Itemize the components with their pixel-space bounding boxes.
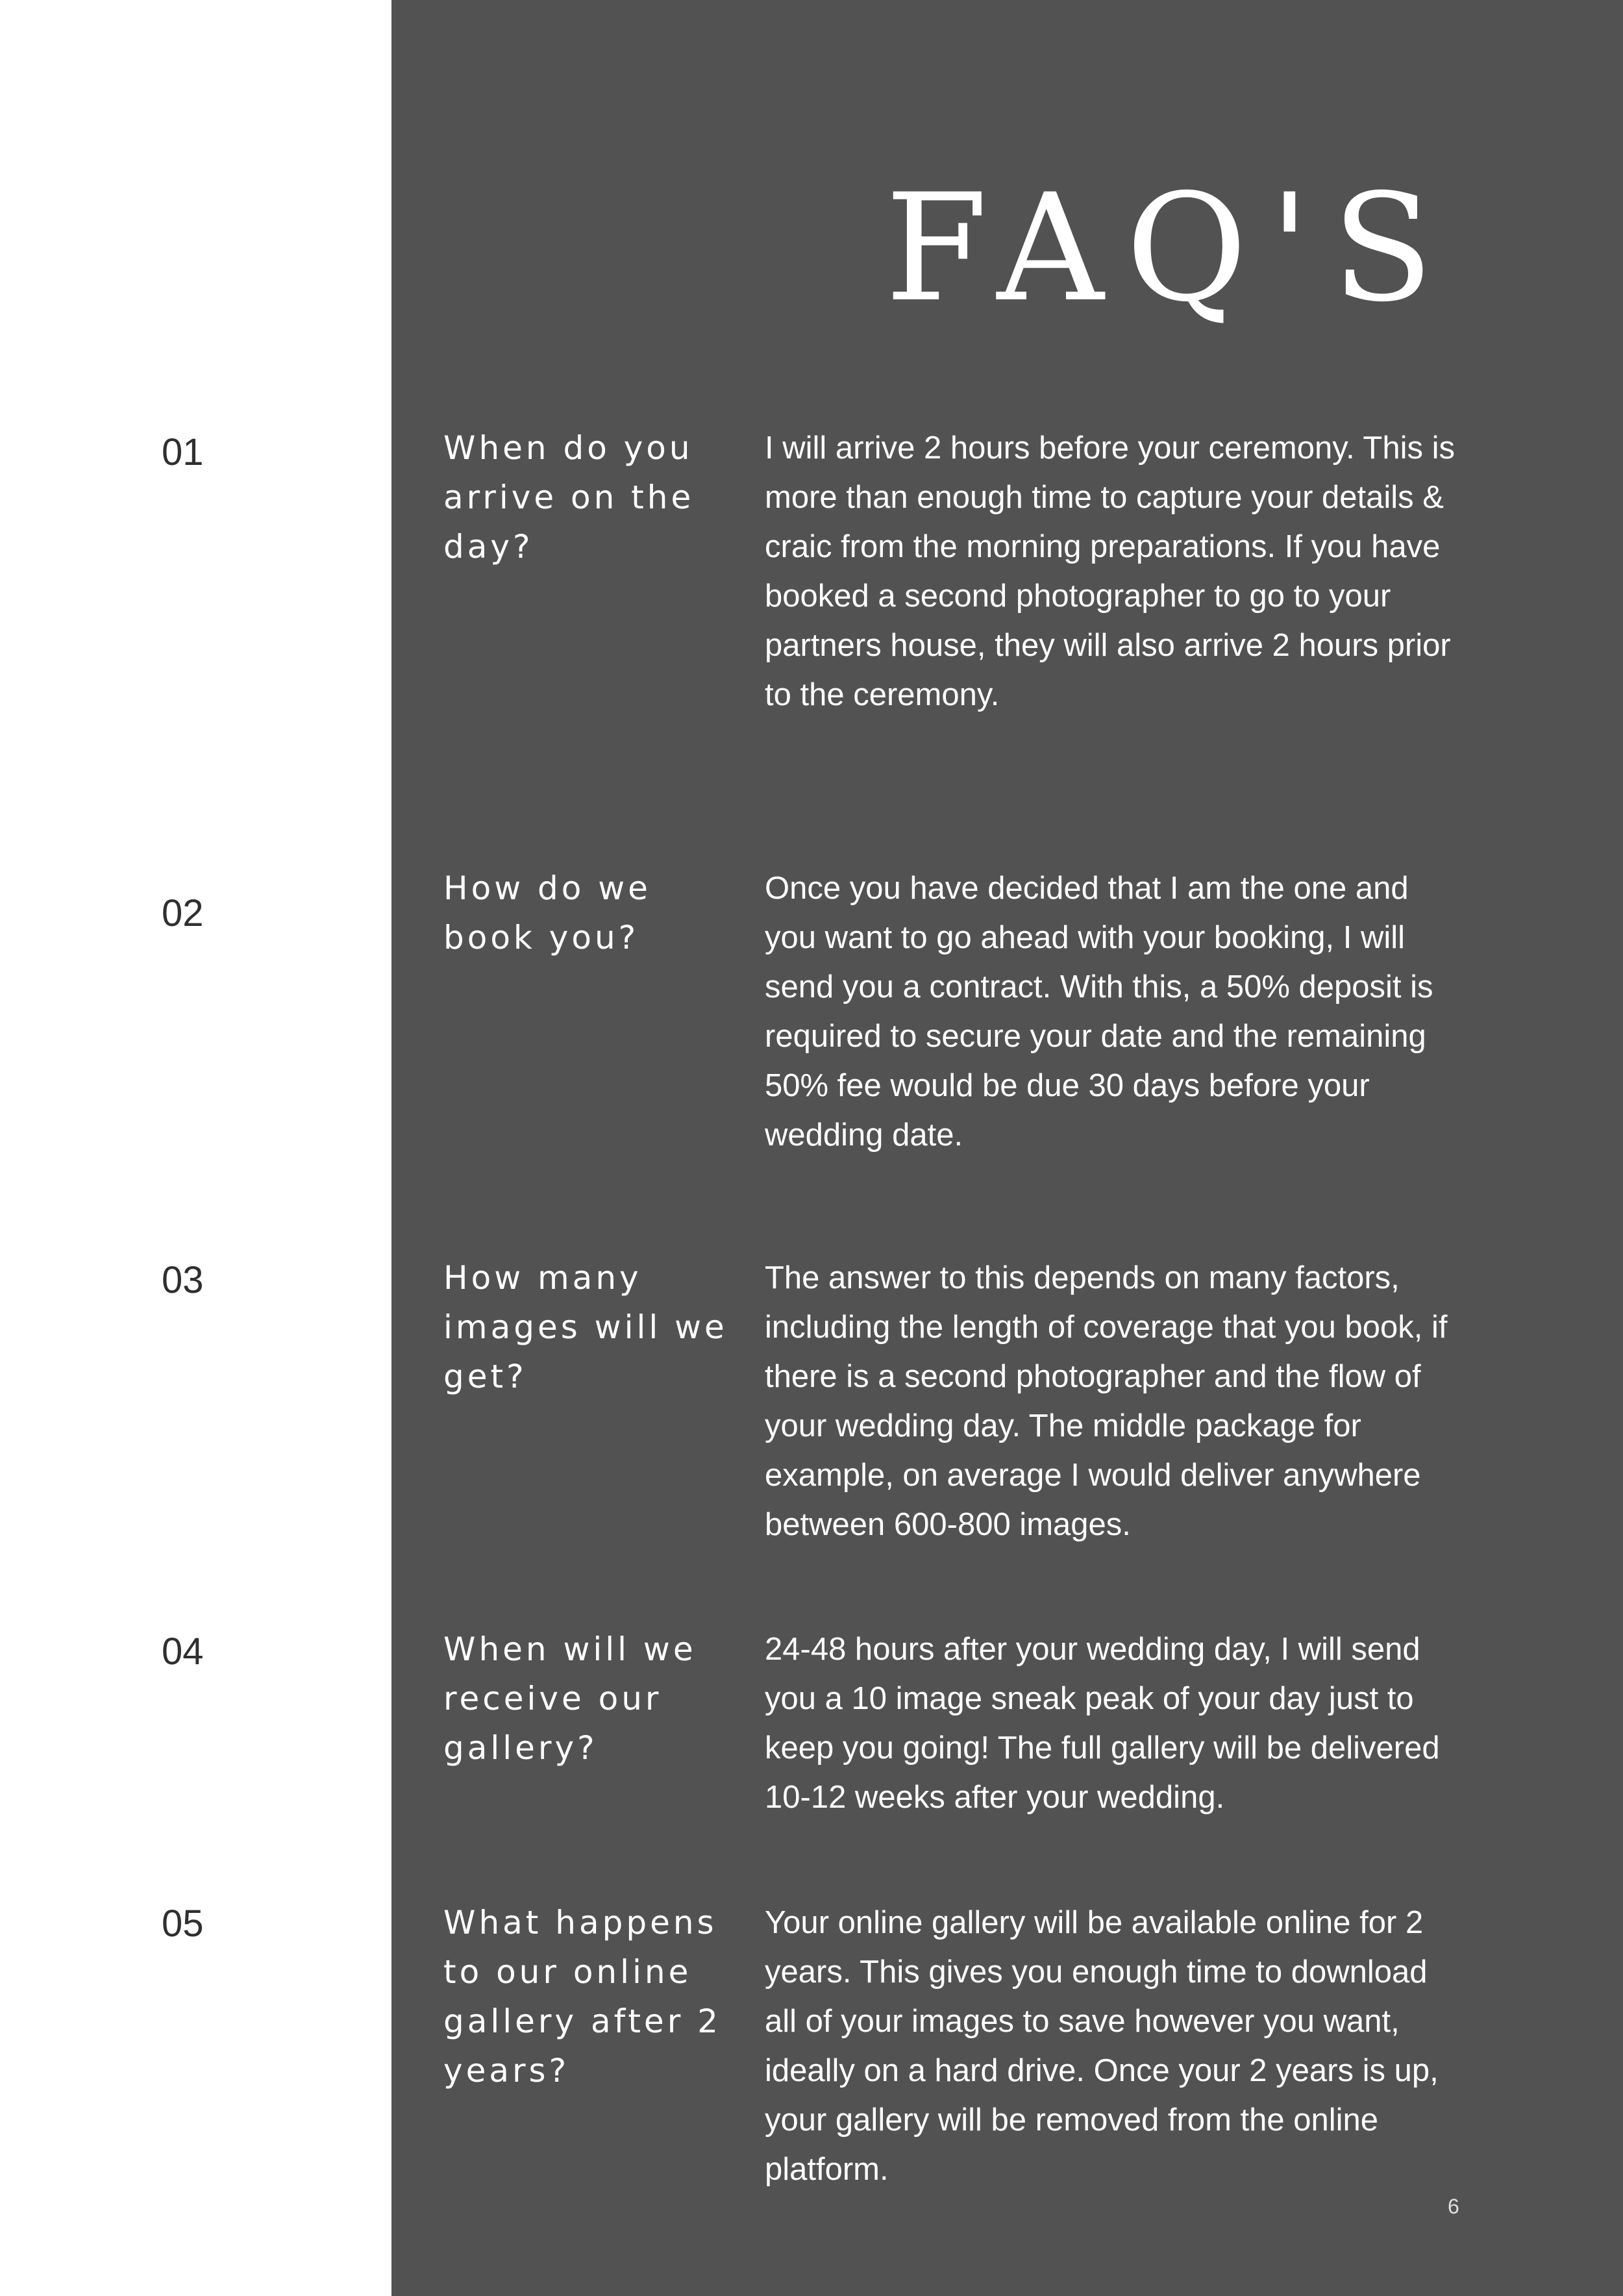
- faq-number-01: 01: [162, 431, 204, 473]
- faq-number-04: 04: [162, 1630, 204, 1673]
- faq-question-02: How do we book you?: [443, 869, 651, 956]
- faq-answer-01: I will arrive 2 hours before your ceremony. This is more than enough time to capture your details & craic from the morning preparations. If you have booked a second photographer to go to your partners house, they will also arrive 2 hours prior to the ceremony.: [765, 430, 1455, 712]
- faq-number-05: 05: [162, 1903, 204, 1945]
- faq-question-05: What happens to our online gallery after 2 years?: [443, 1904, 721, 2090]
- faq-answer-05: Your online gallery will be available online for 2 years. This gives you enough time to download all of your images to save however you want, ideally on a hard drive. Once your 2 years is up, your gallery will be removed from the online platform.: [765, 1905, 1439, 2187]
- faq-answer-03: The answer to this depends on many factors, including the length of coverage that you book, if there is a second photographer and the flow of your wedding day. The middle package for example, on average I would deliver anywhere between 600-800 images.: [765, 1260, 1448, 1542]
- faq-answer-04: 24-48 hours after your wedding day, I will send you a 10 image sneak peak of your day just to keep you going! The full gallery will be delivered 10-12 weeks after your wedding.: [765, 1632, 1440, 1815]
- faq-question-01: When do you arrive on the day?: [443, 429, 695, 566]
- page-number: 6: [1448, 2195, 1459, 2218]
- faq-answer-02: Once you have decided that I am the one and you want to go ahead with your booking, I will send you a contract. With this, a 50% deposit is required to secure your date and the remaining 50% fee would be due 30 days before your wedding date.: [765, 871, 1433, 1153]
- faq-number-02: 02: [162, 892, 204, 934]
- faq-number-03: 03: [162, 1259, 204, 1301]
- faq-question-04: When will we receive our gallery?: [443, 1630, 697, 1767]
- faq-question-03: How many images will we get?: [443, 1259, 728, 1395]
- page-title: FAQ'S: [885, 162, 1456, 334]
- left-margin-strip: [0, 0, 391, 2296]
